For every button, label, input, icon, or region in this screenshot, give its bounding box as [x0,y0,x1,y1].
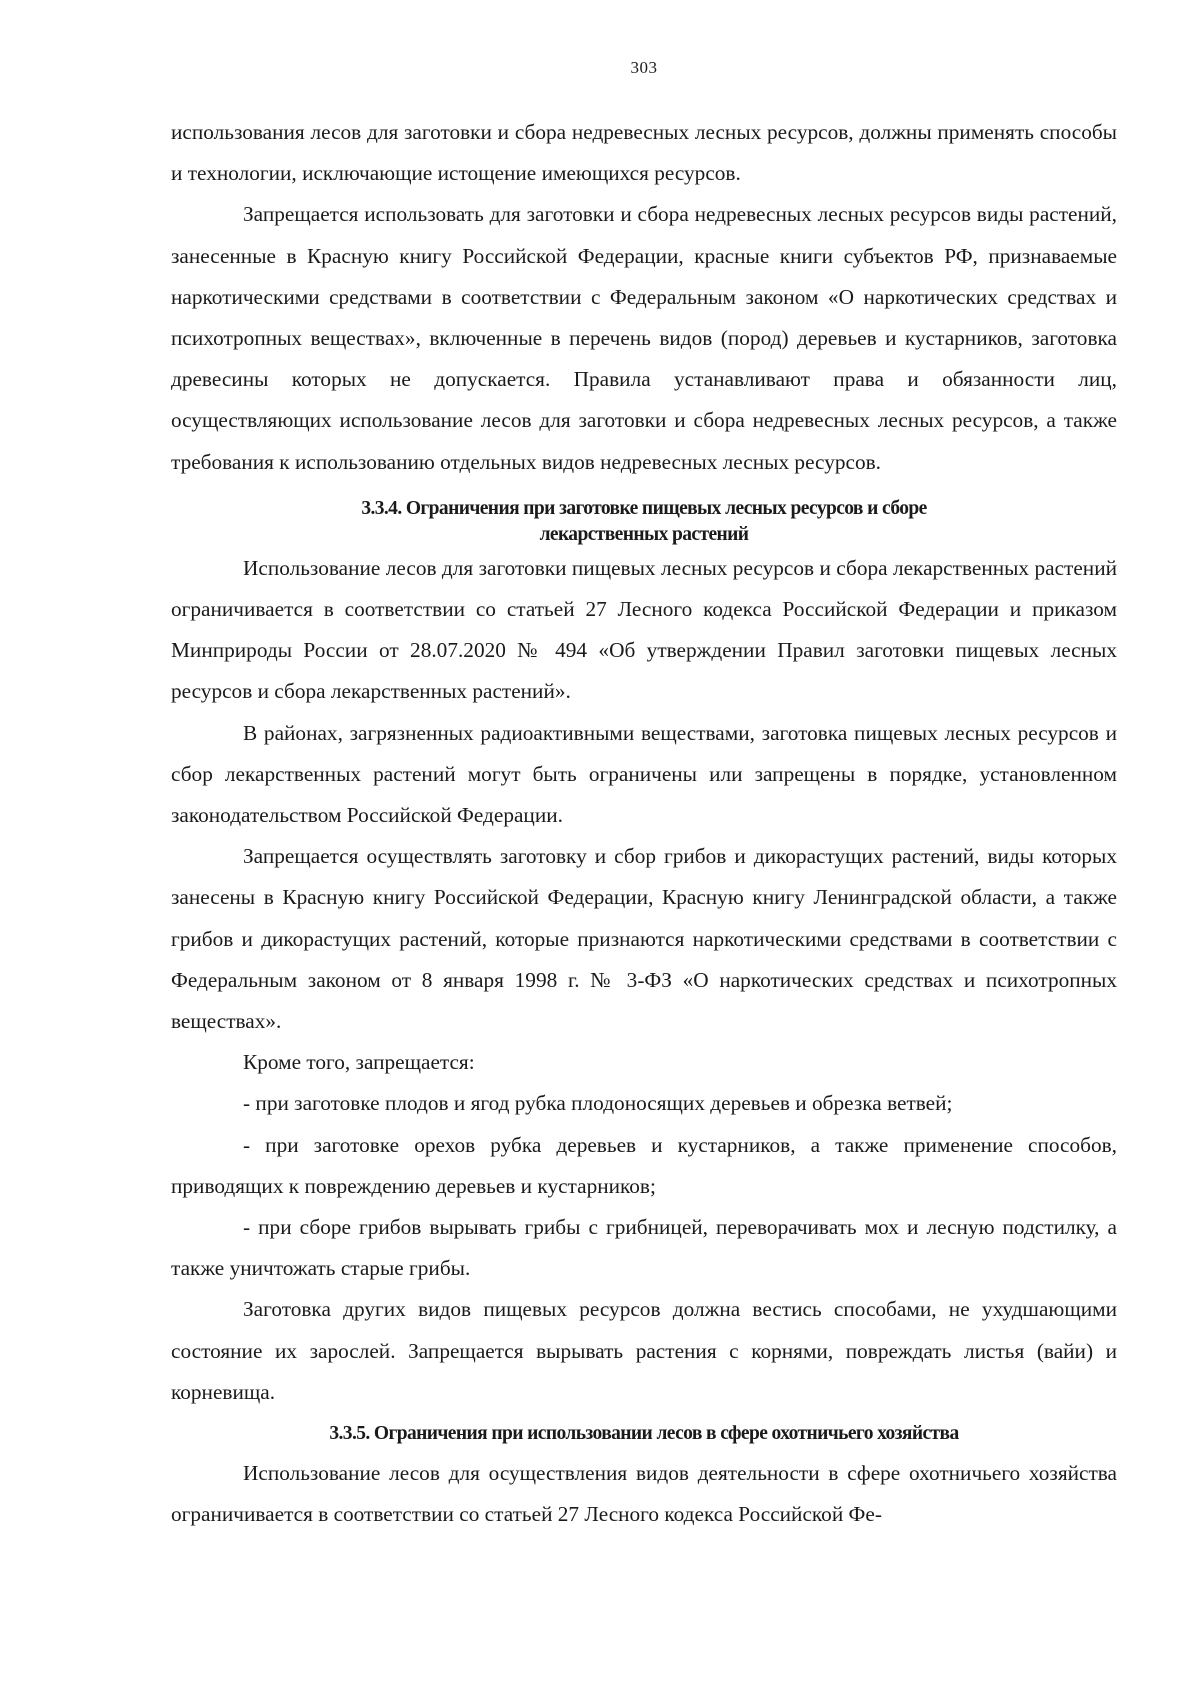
section-heading-3-3-4-line1: 3.3.4. Ограничения при заготовке пищевых лесных ресурсов и сборе [361,497,927,519]
list-item-fruits-berries: - при заготовке плодов и ягод рубка плодоносящих деревьев и обрезка ветвей; [243,1091,953,1116]
paragraph-other-resources: Заготовка других видов пищевых ресурсов должна вестись способами, не ухудшающими состояние их зарослей. Запрещается вырывать растения с корнями, повреждать листья (вайи) и корневища. [171,1297,1117,1404]
paragraph-hunting-usage: Использование лесов для осуществления видов деятельности в сфере охотничьего хозяйства ограничивается в соответствии со статьей 27 Лесного кодекса Российской Фе- [171,1461,1117,1527]
paragraph-mushroom-prohibition: Запрещается осуществлять заготовку и сбор грибов и дикорастущих растений, виды которых занесены в Красную книгу Российской Федерации, Красную книгу Ленинградской области, а также грибов и дикорастущих растений, которые признаются наркотическими средствами в соответствии с Федеральным законом от 8 января 1998 г. № 3-ФЗ «О наркотических средствах и психотропных веществах». [171,844,1117,1034]
paragraph-radioactive-areas: В районах, загрязненных радиоактивными веществами, заготовка пищевых лесных ресурсов и сбор лекарственных растений могут быть ограничены или запрещены в порядке, установленном законодательством Российской Федерации. [171,720,1117,828]
section-heading-3-3-4 [171,496,1117,548]
paragraph-usage-restrictions: Использование лесов для заготовки пищевых лесных ресурсов и сбора лекарственных растений ограничивается в соответствии со статьей 27 Лесного кодекса Российской Федерации и приказом Минприроды России от 28.07.2020 № 494 «Об утверждении Правил заготовки пищевых лесных ресурсов и сбора лекарственных растений». [171,555,1117,704]
section-heading-3-3-4-line2: лекарственных растений [539,523,749,545]
section-heading-3-3-5: 3.3.5. Ограничения при использовании лесов в сфере охотничьего хозяйства [329,1423,959,1445]
paragraph-additionally-prohibited: Кроме того, запрещается: [243,1050,475,1075]
page-content [171,112,1117,1536]
list-item-nuts: - при заготовке орехов рубка деревьев и кустарников, а также применение способов, приводящих к повреждению деревьев и кустарников; [171,1132,1117,1198]
list-item-mushrooms: - при сборе грибов вырывать грибы с грибницей, переворачивать мох и лесную подстилку, а также уничтожать старые грибы. [171,1215,1117,1281]
page-number: 303 [630,58,658,77]
paragraph-prohibited-species: Запрещается использовать для заготовки и сбора недревесных лесных ресурсов виды растений, занесенные в Красную книгу Российской Федерации, красные книги субъектов РФ, признаваемые наркотическими средствами в соответствии с Федеральным законом «О наркотических средствах и психотропных веществах», включенные в перечень видов (пород) деревьев и кустарников, заготовка древесины которых не допускается. Правила устанавливают права и обязанности лиц, осуществляющих использование лесов для заготовки и сбора недревесных лесных ресурсов, а также требования к использованию отдельных видов недревесных лесных ресурсов. [171,202,1117,474]
paragraph-continued: использования лесов для заготовки и сбора недревесных лесных ресурсов, должны применять способы и технологии, исключающие истощение имеющихся ресурсов. [171,120,1117,186]
